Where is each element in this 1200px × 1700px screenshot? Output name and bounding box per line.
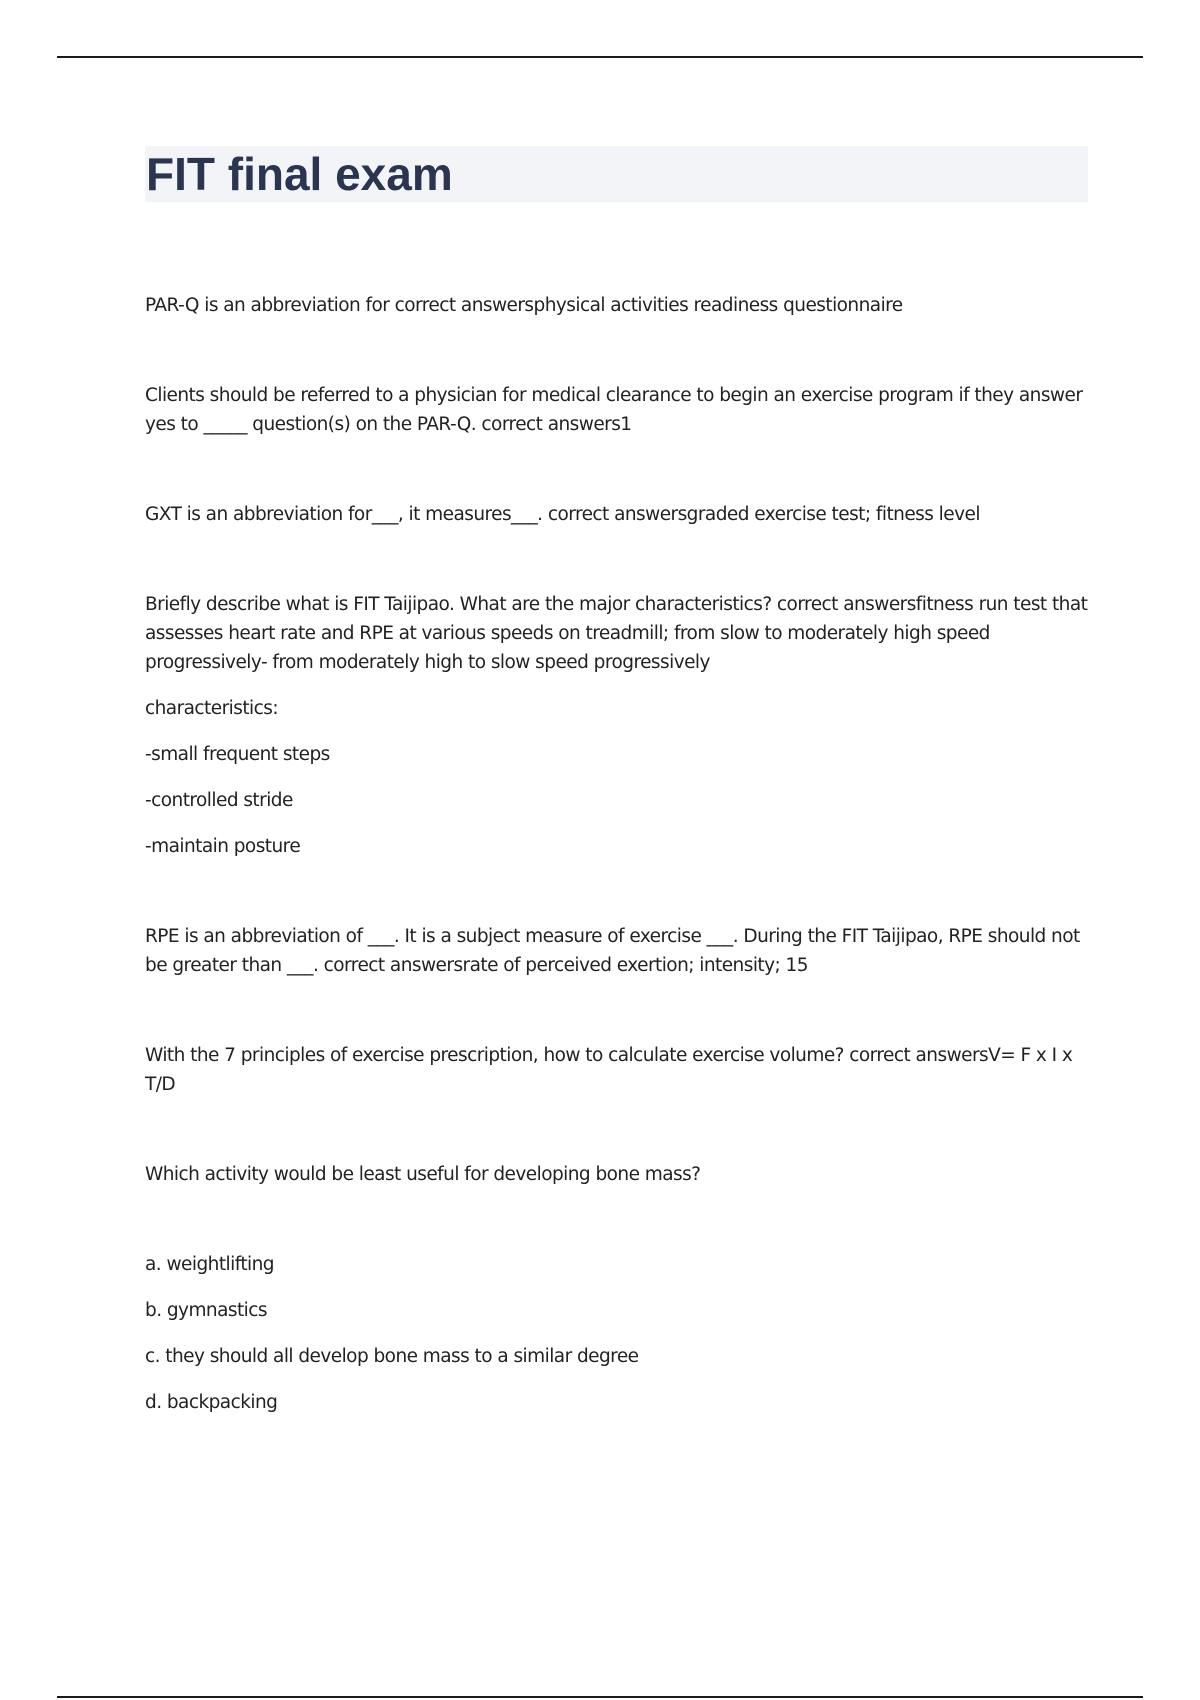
question-text: RPE is an abbreviation of ___. It is a subject measure of exercise ___. During the FIT Taijipao, RPE should not be greater than ___. correct answersrate of perceived exertion; intensity; 15	[145, 926, 1080, 976]
question-item	[145, 590, 1090, 861]
question-item	[145, 1041, 1090, 1099]
question-text: With the 7 principles of exercise prescription, how to calculate exercise volume? correct answersV= F x I x T/D	[145, 1045, 1073, 1095]
question-item	[145, 1160, 1090, 1417]
question-item	[145, 381, 1090, 439]
question-text: Clients should be referred to a physician for medical clearance to begin an exercise program if they answer yes to _____ question(s) on the PAR-Q. correct answers1	[145, 385, 1083, 435]
answer-option: a. weightlifting	[145, 1254, 275, 1275]
answer-option: d. backpacking	[145, 1392, 278, 1413]
document-body	[145, 291, 1090, 1478]
characteristic-line: -maintain posture	[145, 836, 301, 857]
top-rule	[57, 56, 1143, 58]
question-text: Briefly describe what is FIT Taijipao. What are the major characteristics? correct answersfitness run test that assesses heart rate and RPE at various speeds on treadmill; from slow to moderately high speed progressively- from moderately high to slow speed progressively	[145, 594, 1088, 673]
answer-option: b. gymnastics	[145, 1300, 267, 1321]
bottom-rule	[57, 1696, 1143, 1698]
question-text: PAR-Q is an abbreviation for correct answersphysical activities readiness questionnaire	[145, 295, 903, 316]
characteristics-heading: characteristics:	[145, 698, 279, 719]
question-item	[145, 922, 1090, 980]
characteristic-line: -controlled stride	[145, 790, 293, 811]
answer-option: c. they should all develop bone mass to a similar degree	[145, 1346, 639, 1367]
question-text: GXT is an abbreviation for___, it measures___. correct answersgraded exercise test; fitness level	[145, 504, 980, 525]
question-item	[145, 500, 1090, 529]
document-title: FIT final exam	[146, 148, 453, 200]
characteristic-line: -small frequent steps	[145, 744, 330, 765]
question-item	[145, 291, 1090, 320]
question-text: Which activity would be least useful for developing bone mass?	[145, 1164, 701, 1185]
